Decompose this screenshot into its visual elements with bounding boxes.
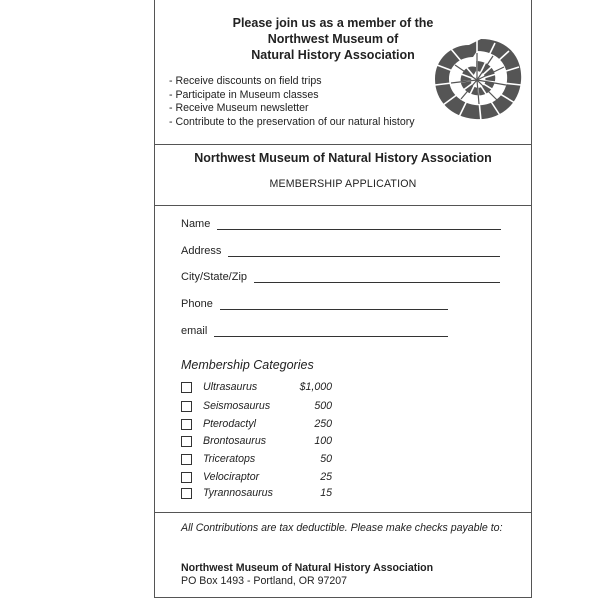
category-checkbox[interactable] (181, 401, 192, 412)
benefit-item: - Receive Museum newsletter (169, 102, 309, 114)
benefit-item: - Receive discounts on field trips (169, 75, 322, 87)
membership-categories-title: Membership Categories (181, 358, 314, 372)
category-checkbox[interactable] (181, 419, 192, 430)
category-name: Brontosaurus (203, 435, 267, 447)
category-checkbox[interactable] (181, 472, 192, 483)
category-name: Seismosaurus (203, 400, 271, 412)
payee-name: Northwest Museum of Natural History Association (181, 562, 434, 574)
category-checkbox[interactable] (181, 454, 192, 465)
benefits-list (169, 75, 415, 129)
address-label: Address (181, 245, 222, 257)
phone-field (181, 294, 448, 310)
category-checkbox[interactable] (181, 488, 192, 499)
invite-line: Natural History Association (251, 48, 415, 62)
category-amount: 15 (320, 487, 332, 499)
email-field (181, 321, 448, 337)
category-amount: 50 (320, 453, 332, 465)
email-input-line[interactable] (214, 326, 448, 337)
category-amount: 500 (314, 400, 332, 412)
invite-line: Please join us as a member of the (232, 16, 434, 30)
category-checkbox[interactable] (181, 382, 192, 393)
address-input-line[interactable] (228, 246, 500, 257)
city-state-zip-input-line[interactable] (254, 272, 500, 283)
mailing-address: PO Box 1493 - Portland, OR 97207 (181, 575, 348, 587)
phone-input-line[interactable] (220, 299, 448, 310)
category-name: Pterodactyl (203, 418, 256, 430)
invite-line: Northwest Museum of (267, 32, 399, 46)
category-amount: 100 (314, 435, 332, 447)
benefit-item: - Contribute to the preservation of our natural history (169, 115, 415, 128)
city-state-zip-label: City/State/Zip (181, 271, 248, 283)
category-name: Triceratops (203, 453, 256, 465)
name-label: Name (181, 218, 211, 230)
benefit-item: - Participate in Museum classes (169, 88, 319, 101)
membership-card (154, 0, 532, 598)
ammonite-shell-icon (429, 35, 525, 123)
name-field (181, 214, 501, 230)
application-title-section (155, 145, 531, 206)
category-name: Velociraptor (203, 471, 260, 483)
organization-name: Northwest Museum of Natural History Association (194, 151, 492, 165)
category-amount: $1,000 (299, 381, 332, 393)
category-name: Tyrannosaurus (203, 487, 273, 499)
form-title: MEMBERSHIP APPLICATION (269, 178, 417, 190)
category-amount: 250 (314, 418, 332, 430)
category-amount: 25 (320, 471, 332, 483)
category-name: Ultrasaurus (203, 381, 258, 393)
phone-label: Phone (181, 298, 213, 310)
name-input-line[interactable] (217, 219, 501, 230)
application-form (155, 206, 531, 513)
category-checkbox[interactable] (181, 436, 192, 447)
invitation-section (155, 0, 531, 145)
tax-deductible-note: All Contributions are tax deductible. Please make checks payable to: (181, 522, 503, 534)
city-state-zip-field (181, 267, 500, 283)
address-field (181, 241, 500, 257)
payment-info-section (155, 513, 531, 599)
email-label: email (181, 325, 208, 337)
